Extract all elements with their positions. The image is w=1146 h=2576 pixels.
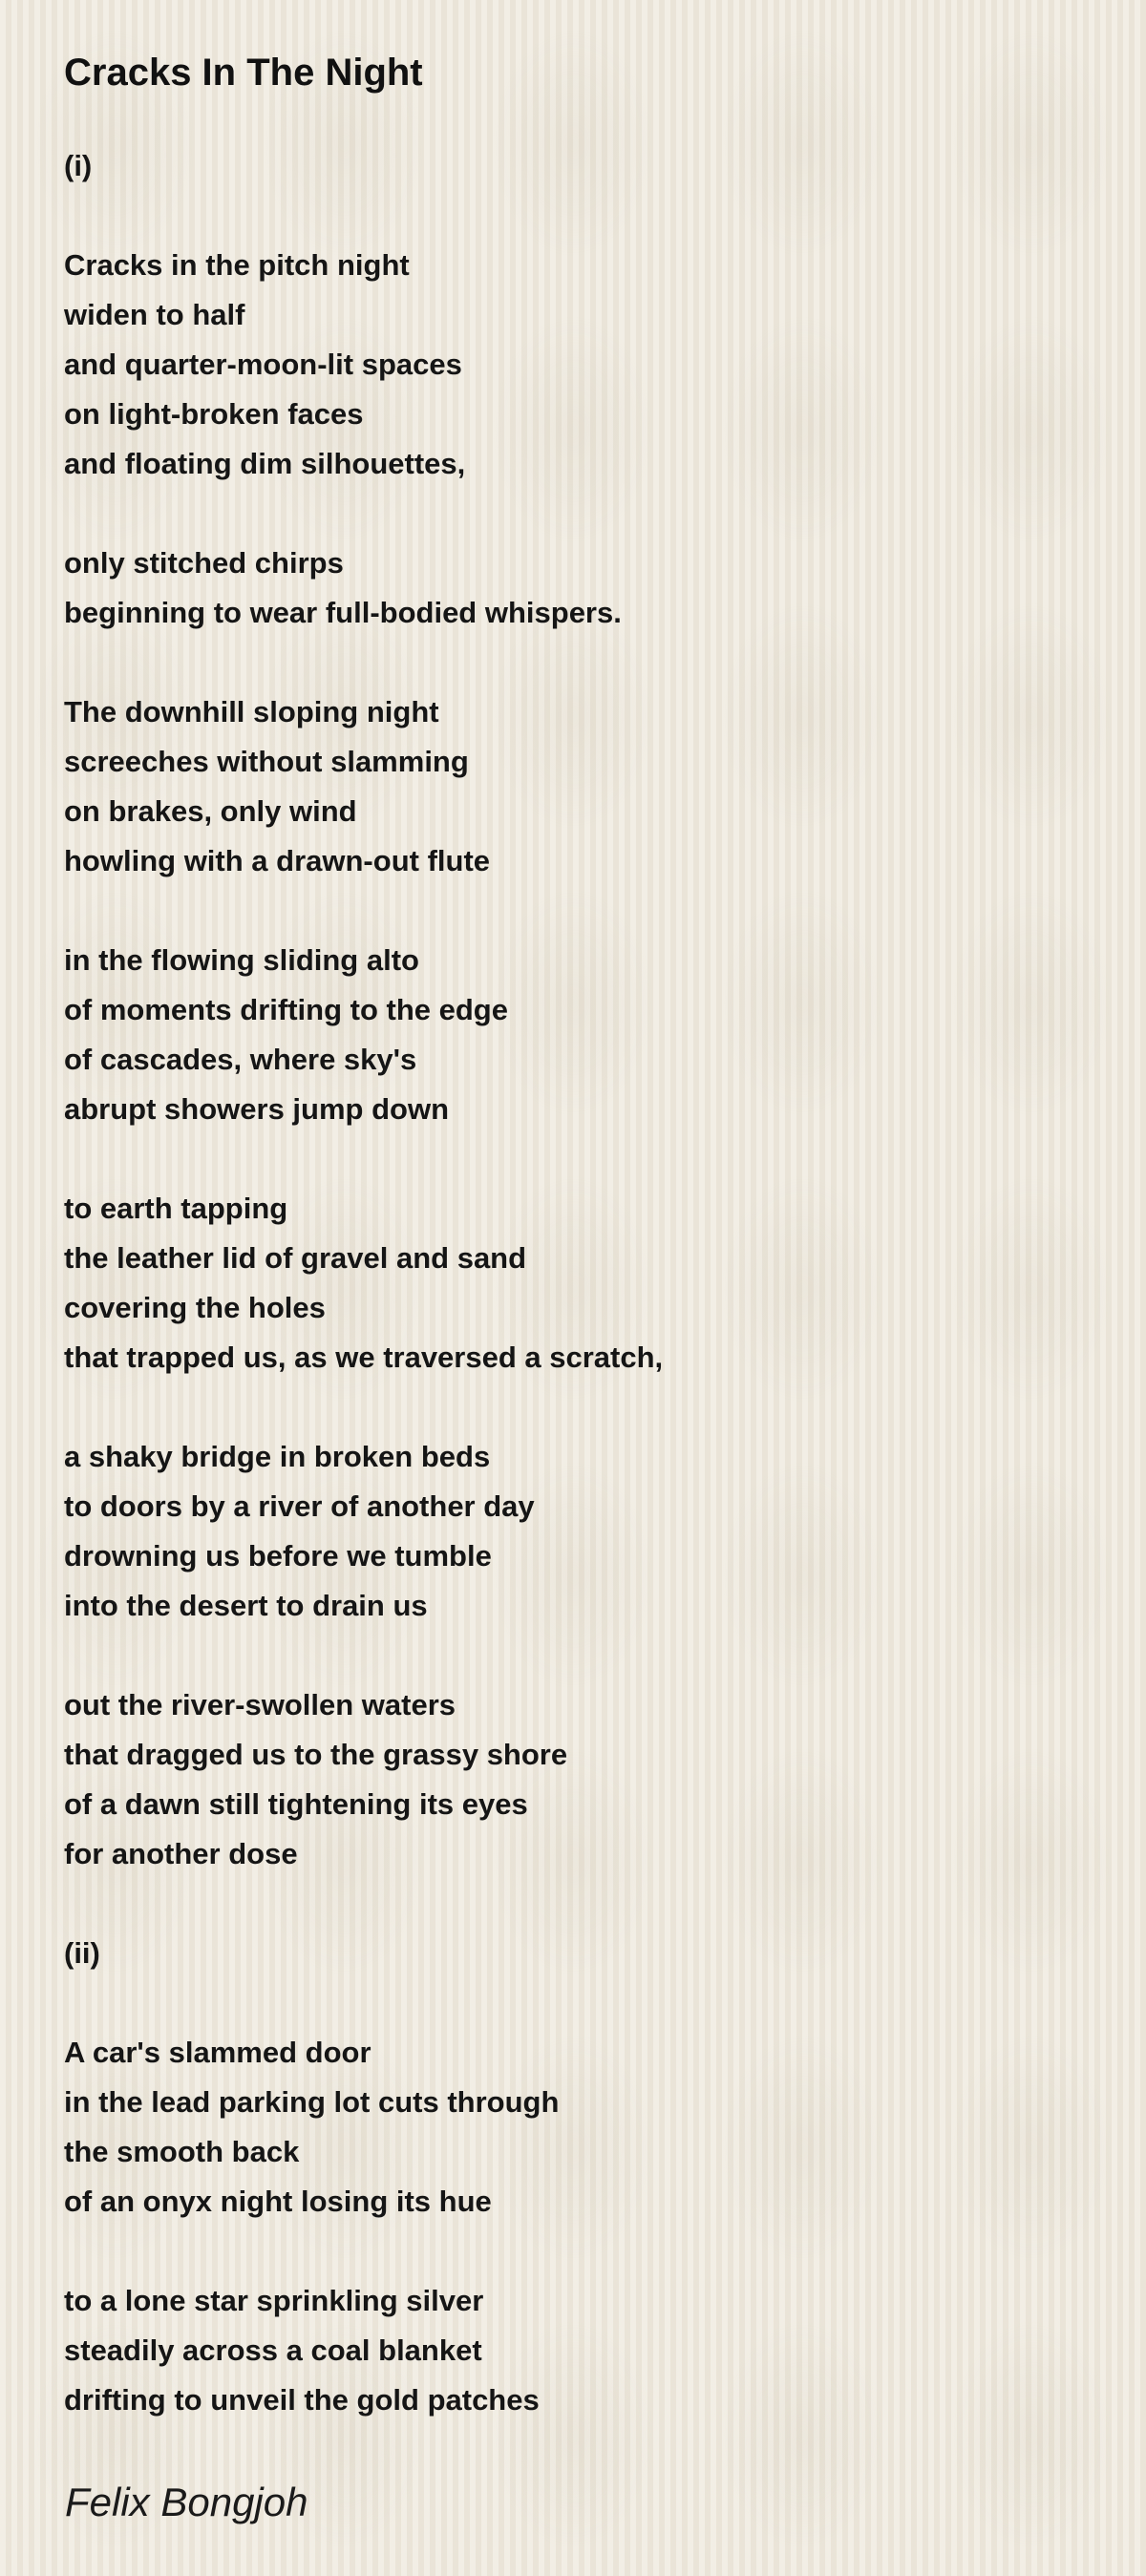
poem-line: widen to half <box>64 298 245 331</box>
poem-line: to a lone star sprinkling silver <box>64 2284 484 2317</box>
poem-line: drifting to unveil the gold patches <box>64 2383 540 2417</box>
poem-line: covering the holes <box>64 1291 326 1324</box>
poem-container <box>64 46 1095 2475</box>
poem-line: A car's slammed door <box>64 2036 371 2069</box>
stanza <box>64 538 1095 638</box>
poem-line: out the river-swollen waters <box>64 1688 456 1721</box>
stanza <box>64 936 1095 1134</box>
poem-line: beginning to wear full-bodied whispers. <box>64 596 622 629</box>
stanza <box>64 1680 1095 1879</box>
stanza <box>64 1184 1095 1383</box>
stanza <box>64 1432 1095 1631</box>
poem-line: that dragged us to the grassy shore <box>64 1738 568 1771</box>
poem-line: in the lead parking lot cuts through <box>64 2085 560 2119</box>
poem-title: Cracks In The Night <box>64 52 423 94</box>
poem-line: a shaky bridge in broken beds <box>64 1440 491 1473</box>
poem-line: on brakes, only wind <box>64 794 357 828</box>
poem-line: and quarter-moon-lit spaces <box>64 348 462 381</box>
poem-line: abrupt showers jump down <box>64 1092 450 1126</box>
poem-line: on light-broken faces <box>64 397 364 431</box>
poem-line: screeches without slamming <box>64 745 469 778</box>
stanza <box>64 2028 1095 2227</box>
poem-line: The downhill sloping night <box>64 695 439 728</box>
poem-line: howling with a drawn-out flute <box>64 844 491 877</box>
stanza <box>64 2276 1095 2425</box>
poem-line: drowning us before we tumble <box>64 1539 492 1573</box>
section-marker: (i) <box>64 149 93 182</box>
poem-line: of an onyx night losing its hue <box>64 2185 492 2218</box>
poem-line: Cracks in the pitch night <box>64 248 410 282</box>
stanza <box>64 241 1095 489</box>
poem-body <box>64 141 1095 2425</box>
poem-line: to earth tapping <box>64 1192 288 1225</box>
poem-line: steadily across a coal blanket <box>64 2333 482 2367</box>
poem-line: into the desert to drain us <box>64 1589 428 1622</box>
poem-line: of cascades, where sky's <box>64 1043 417 1076</box>
poem-line: of a dawn still tightening its eyes <box>64 1787 528 1821</box>
poem-line: of moments drifting to the edge <box>64 993 508 1026</box>
section-marker: (ii) <box>64 1936 100 1970</box>
poem-line: that trapped us, as we traversed a scratch, <box>64 1341 664 1374</box>
poem-author: Felix Bongjoh <box>65 2480 308 2524</box>
poem-section <box>64 1929 1095 2425</box>
poem-line: and floating dim silhouettes, <box>64 447 466 480</box>
poem-section <box>64 141 1095 1879</box>
stanza <box>64 687 1095 886</box>
poem-line: for another dose <box>64 1837 298 1870</box>
poem-line: the smooth back <box>64 2135 300 2168</box>
poem-line: only stitched chirps <box>64 546 344 580</box>
poem-line: to doors by a river of another day <box>64 1489 535 1523</box>
poem-line: the leather lid of gravel and sand <box>64 1241 527 1275</box>
poem-line: in the flowing sliding alto <box>64 943 419 977</box>
